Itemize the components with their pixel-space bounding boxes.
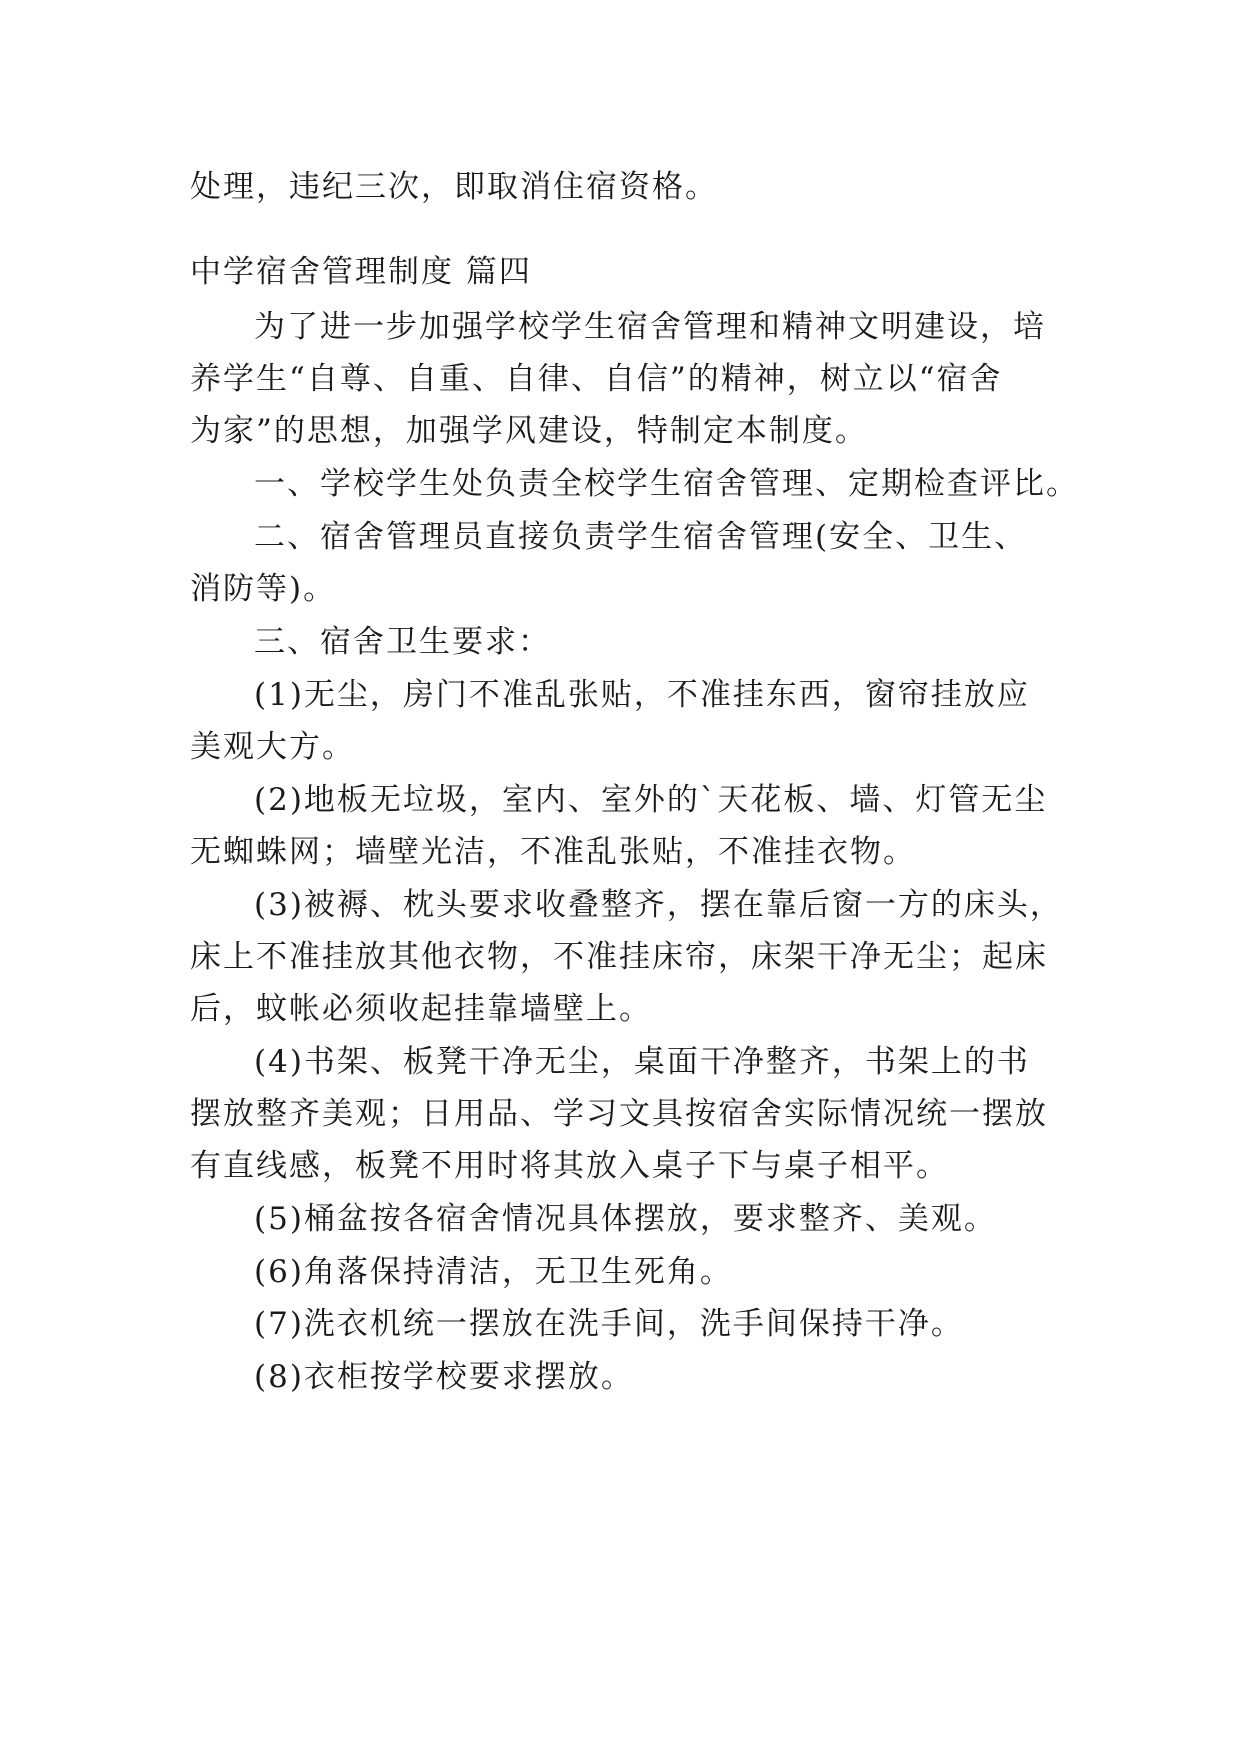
- text-line: (5)桶盆按各宿舍情况具体摆放，要求整齐、美观。: [254, 1201, 997, 1237]
- text-line: (6)角落保持清洁，无卫生死角。: [254, 1254, 733, 1290]
- text-line: (2)地板无垃圾，室内、室外的`天花板、墙、灯管无尘: [254, 782, 1048, 818]
- text-line: 床上不准挂放其他衣物，不准挂床帘，床架干净无尘；起床: [190, 939, 1048, 975]
- text-line: 为了进一步加强学校学生宿舍管理和精神文明建设，培: [254, 309, 1046, 345]
- text-line: 二、宿舍管理员直接负责学生宿舍管理(安全、卫生、: [254, 519, 1028, 555]
- text-line: 养学生“自尊、自重、自律、自信”的精神，树立以“宿舍: [190, 361, 1003, 397]
- text-line: 摆放整齐美观；日用品、学习文具按宿舍实际情况统一摆放: [190, 1096, 1048, 1132]
- text-line: (8)衣柜按学校要求摆放。: [254, 1359, 634, 1395]
- text-line: 一、学校学生处负责全校学生宿舍管理、定期检查评比。: [254, 466, 1079, 502]
- text-line: (7)洗衣机统一摆放在洗手间，洗手间保持干净。: [254, 1306, 964, 1342]
- text-line: 为家”的思想，加强学风建设，特制定本制度。: [190, 413, 868, 449]
- text-line: (1)无尘，房门不准乱张贴，不准挂东西，窗帘挂放应: [254, 677, 1030, 713]
- section-heading: 中学宿舍管理制度 篇四: [190, 254, 532, 290]
- text-line: (3)被褥、枕头要求收叠整齐，摆在靠后窗一方的床头，: [254, 887, 1063, 923]
- text-line: 三、宿舍卫生要求：: [254, 624, 551, 660]
- text-line: 处理，违纪三次，即取消住宿资格。: [190, 169, 718, 205]
- text-line: (4)书架、板凳干净无尘，桌面干净整齐，书架上的书: [254, 1044, 1030, 1080]
- text-line: 有直线感，板凳不用时将其放入桌子下与桌子相平。: [190, 1148, 949, 1184]
- text-line: 美观大方。: [190, 729, 355, 765]
- text-line: 无蜘蛛网；墙壁光洁，不准乱张贴，不准挂衣物。: [190, 834, 916, 870]
- text-line: 消防等)。: [190, 571, 337, 607]
- text-line: 后，蚊帐必须收起挂靠墙壁上。: [190, 991, 652, 1027]
